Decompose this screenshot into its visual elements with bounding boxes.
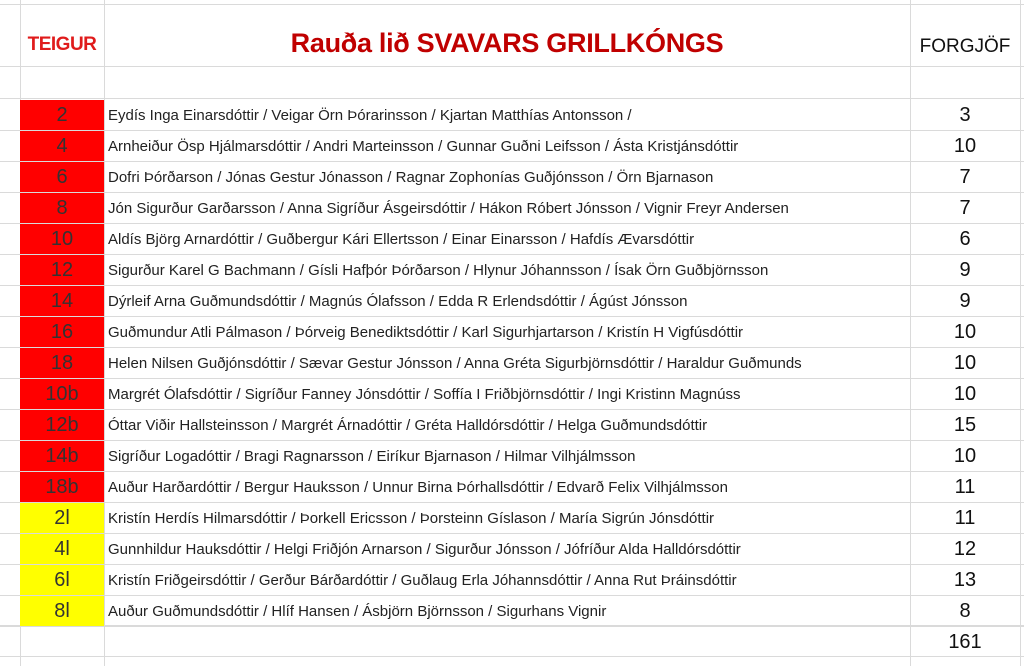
- forgjof-cell[interactable]: 10: [953, 321, 977, 343]
- table-row: [0, 100, 1024, 131]
- teigur-cell[interactable]: 16: [20, 317, 104, 348]
- teigur-cell[interactable]: 8: [20, 193, 104, 224]
- teigur-cell[interactable]: 6l: [20, 565, 104, 596]
- players-cell[interactable]: Óttar Viðir Hallsteinsson / Margrét Árnadóttir / Gréta Halldórsdóttir / Helga Guðmundsdóttir: [108, 417, 708, 434]
- teigur-cell[interactable]: 14: [20, 286, 104, 317]
- forgjof-cell[interactable]: 9: [959, 259, 971, 281]
- table-row: [0, 534, 1024, 565]
- forgjof-cell[interactable]: 6: [959, 228, 971, 250]
- table-row: [0, 596, 1024, 627]
- teigur-cell[interactable]: 12: [20, 255, 104, 286]
- players-cell[interactable]: Eydís Inga Einarsdóttir / Veigar Örn Þórarinsson / Kjartan Matthías Antonsson /: [108, 107, 632, 124]
- grid-line: [0, 98, 1024, 99]
- players-cell[interactable]: Sigurður Karel G Bachmann / Gísli Hafþór Þórðarson / Hlynur Jóhannsson / Ísak Örn Guðbjörnsson: [108, 262, 769, 279]
- forgjof-cell[interactable]: 10: [953, 352, 977, 374]
- players-cell[interactable]: Aldís Björg Arnardóttir / Guðbergur Kári Ellertsson / Einar Einarsson / Hafdís Ævarsdóttir: [108, 231, 695, 248]
- players-cell[interactable]: Sigríður Logadóttir / Bragi Ragnarsson / Eiríkur Bjarnason / Hilmar Vilhjálmsson: [108, 448, 636, 465]
- table-row: [0, 162, 1024, 193]
- players-cell[interactable]: Guðmundur Atli Pálmason / Þórveig Benediktsdóttir / Karl Sigurhjartarson / Kristín H Vigfúsdóttir: [108, 324, 744, 341]
- table-row: [0, 131, 1024, 162]
- teigur-cell[interactable]: 4l: [20, 534, 104, 565]
- table-row: [0, 441, 1024, 472]
- players-cell[interactable]: Kristín Herdís Hilmarsdóttir / Þorkell Ericsson / Þorsteinn Gíslason / María Sigrún Jónsdóttir: [108, 510, 715, 527]
- table-row: [0, 286, 1024, 317]
- teigur-cell[interactable]: 6: [20, 162, 104, 193]
- table-row: [0, 224, 1024, 255]
- teigur-cell[interactable]: 12b: [20, 410, 104, 441]
- forgjof-header: FORGJÖF: [919, 36, 1011, 57]
- forgjof-cell[interactable]: 7: [959, 166, 971, 188]
- table-row: [0, 565, 1024, 596]
- forgjof-cell[interactable]: 10: [953, 135, 977, 157]
- forgjof-cell[interactable]: 13: [953, 569, 977, 591]
- forgjof-cell[interactable]: 11: [954, 476, 976, 498]
- forgjof-cell[interactable]: 10: [953, 383, 977, 405]
- forgjof-cell[interactable]: 7: [959, 197, 971, 219]
- forgjof-cell[interactable]: 11: [954, 507, 976, 529]
- table-row: [0, 348, 1024, 379]
- players-cell[interactable]: Jón Sigurður Garðarsson / Anna Sigríður Ásgeirsdóttir / Hákon Róbert Jónsson / Vignir Freyr Andersen: [108, 200, 789, 217]
- forgjof-cell[interactable]: 12: [953, 538, 977, 560]
- forgjof-cell[interactable]: 10: [953, 445, 977, 467]
- table-row: [0, 193, 1024, 224]
- teigur-cell[interactable]: 14b: [20, 441, 104, 472]
- players-cell[interactable]: Auður Harðardóttir / Bergur Hauksson / Unnur Birna Þórhallsdóttir / Edvarð Felix Vilhjálmsson: [108, 479, 728, 496]
- forgjof-total[interactable]: 161: [948, 631, 982, 653]
- table-row: [0, 255, 1024, 286]
- teigur-cell[interactable]: 18: [20, 348, 104, 379]
- forgjof-cell[interactable]: 8: [959, 600, 971, 622]
- teigur-cell[interactable]: 2: [20, 100, 104, 131]
- players-cell[interactable]: Auður Guðmundsdóttir / Hlíf Hansen / Ásbjörn Björnsson / Sigurhans Vignir: [108, 603, 607, 620]
- players-cell[interactable]: Gunnhildur Hauksdóttir / Helgi Friðjón Arnarson / Sigurður Jónsson / Jófríður Alda Halldórsdóttir: [108, 541, 741, 558]
- grid-line: [0, 656, 1024, 657]
- players-cell[interactable]: Dýrleif Arna Guðmundsdóttir / Magnús Ólafsson / Edda R Erlendsdóttir / Ágúst Jónsson: [108, 293, 688, 310]
- grid-line: [0, 626, 1024, 627]
- teigur-header: TEIGUR: [27, 34, 97, 55]
- players-cell[interactable]: Arnheiður Ösp Hjálmarsdóttir / Andri Marteinsson / Gunnar Guðni Leifsson / Ásta Kristjánsdóttir: [108, 138, 739, 155]
- grid-line: [0, 4, 1024, 5]
- players-cell[interactable]: Margrét Ólafsdóttir / Sigríður Fanney Jónsdóttir / Soffía I Friðbjörnsdóttir / Ingi Kristinn Magnúss: [108, 386, 741, 403]
- players-cell[interactable]: Dofri Þórðarson / Jónas Gestur Jónasson / Ragnar Zophonías Guðjónsson / Örn Bjarnason: [108, 169, 714, 186]
- grid-line: [0, 66, 1024, 67]
- teigur-cell[interactable]: 4: [20, 131, 104, 162]
- table-row: [0, 503, 1024, 534]
- page-title: Rauða lið SVAVARS GRILLKÓNGS: [290, 28, 724, 58]
- teigur-cell[interactable]: 8l: [20, 596, 104, 627]
- table-row: [0, 379, 1024, 410]
- table-row: [0, 317, 1024, 348]
- forgjof-cell[interactable]: 15: [953, 414, 977, 436]
- table-row: [0, 472, 1024, 503]
- teigur-cell[interactable]: 10: [20, 224, 104, 255]
- teigur-cell[interactable]: 2l: [20, 503, 104, 534]
- players-cell[interactable]: Helen Nilsen Guðjónsdóttir / Sævar Gestur Jónsson / Anna Gréta Sigurbjörnsdóttir / Haraldur Guðmunds: [108, 355, 802, 372]
- players-cell[interactable]: Kristín Friðgeirsdóttir / Gerður Bárðardóttir / Guðlaug Erla Jóhannsdóttir / Anna Rut Þráinsdóttir: [108, 572, 737, 589]
- forgjof-cell[interactable]: 9: [959, 290, 971, 312]
- teigur-cell[interactable]: 10b: [20, 379, 104, 410]
- teigur-cell[interactable]: 18b: [20, 472, 104, 503]
- forgjof-cell[interactable]: 3: [959, 104, 971, 126]
- table-row: [0, 410, 1024, 441]
